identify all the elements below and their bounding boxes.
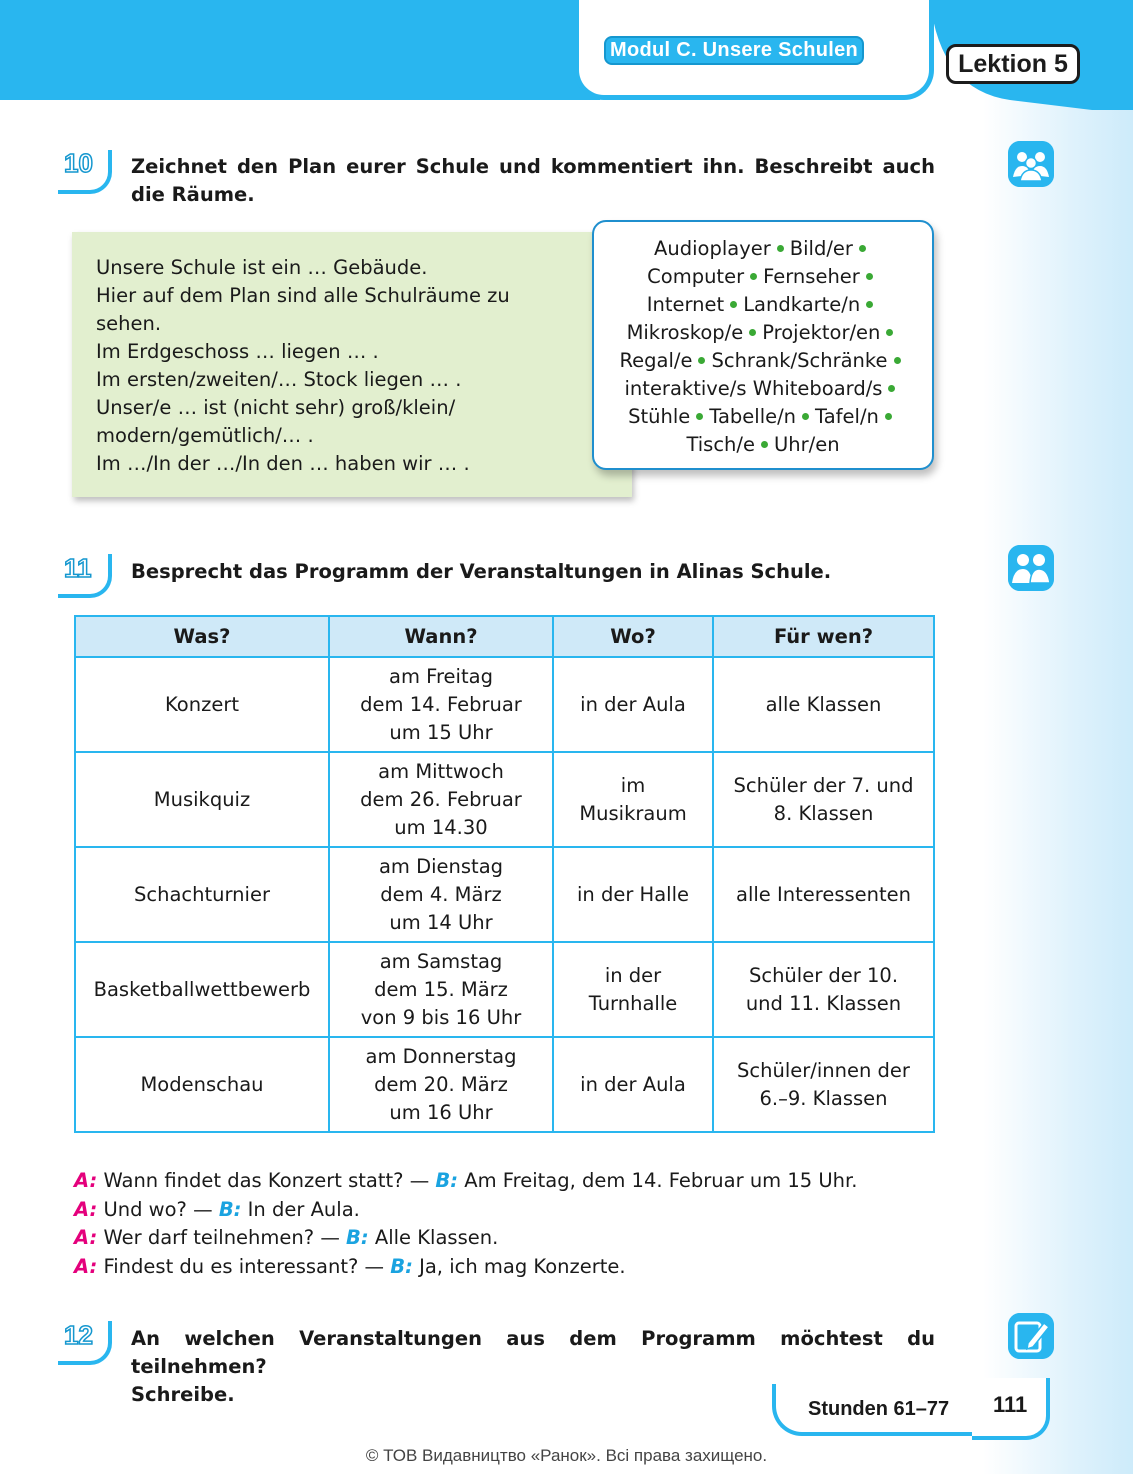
cell-fuer [713,657,934,752]
group-work-icon [1008,141,1054,187]
col-header-wann: Wann? [329,616,553,657]
cell-line: dem 4. März [380,882,502,906]
vocabulary-line [594,291,932,319]
speaker-b-label: B: [390,1254,413,1278]
cell-line: dem 20. März [374,1072,508,1096]
note-line: sehen. [96,312,162,335]
cell-line: Schüler der 10. [748,963,899,987]
cell-wann [329,752,553,847]
exercise-number-10: 10 [64,148,93,178]
bullet-dot [698,357,705,364]
cell-fuer [713,942,934,1037]
note-line: Unsere Schule ist ein … Gebäude. [96,256,428,279]
speaker-a-text: Findest du es interessant? — [97,1254,391,1278]
bullet-dot [750,273,757,280]
cell-line: dem 14. Februar [360,692,522,716]
note-line: Im ersten/zweiten/… Stock liegen … . [96,368,462,391]
cell-was: Basketballwettbewerb [75,942,329,1037]
dialog-line [74,1253,935,1282]
cell-line: Schüler/innen der [737,1058,910,1082]
table-row [75,1037,934,1132]
cell-line: um 14.30 [394,815,488,839]
speaker-a-label: A: [74,1197,98,1221]
cell-was: Schachturnier [75,847,329,942]
note-line: Im Erdgeschoss … liegen … . [96,340,379,363]
cell-fuer [713,752,934,847]
speaker-b-text: Alle Klassen. [368,1226,499,1249]
lektion-badge: Lektion 5 [946,44,1080,84]
cell-was: Musikquiz [75,752,329,847]
note-line: Im …/In der …/In den … haben wir … . [96,452,470,475]
cell-was: Modenschau [75,1037,329,1132]
cell-was: Konzert [75,657,329,752]
table-body [75,657,934,1132]
table-row [75,752,934,847]
vocabulary-word: Projektor/en [762,321,881,344]
vocabulary-word: Landkarte/n [743,293,861,316]
cell-line: am Freitag [389,664,493,688]
vocabulary-line [594,403,932,431]
events-table [74,615,935,1133]
speaker-b-text: Am Freitag, dem 14. Februar um 15 Uhr. [458,1169,858,1192]
cell-line: am Samstag [379,949,503,973]
cell-wo [553,657,713,752]
vocabulary-line [594,235,932,263]
table-row [75,657,934,752]
dialog-line [74,1167,935,1196]
modul-title [604,36,866,65]
cell-wann [329,847,553,942]
speaker-b-label: B: [435,1169,459,1192]
page-number: 111 [993,1392,1028,1417]
vocabulary-word: Tafel/n [815,405,879,428]
vocabulary-line [594,319,932,347]
cell-wo [553,752,713,847]
bullet-dot [859,245,866,252]
vocabulary-word: Schrank/Schränke [711,349,888,372]
cell-line: in der Aula [580,1072,686,1096]
col-header-was: Was? [75,616,329,657]
cell-line: Musikraum [579,801,687,825]
group-work-icon [1008,545,1054,591]
right-margin-strip [983,0,1133,1474]
cell-line: alle Klassen [765,692,882,716]
cell-line: dem 15. März [374,977,508,1001]
cell-line: am Mittwoch [378,759,504,783]
vocabulary-word: Tisch/e [686,433,755,456]
cell-fuer [713,847,934,942]
bullet-dot [802,413,809,420]
cell-wann [329,1037,553,1132]
exercise-10-task [131,153,935,209]
vocabulary-word: Mikroskop/e [626,321,744,344]
exercise-number-11: 11 [64,553,92,583]
task-line: Schreibe. [131,1383,235,1406]
cell-line: von 9 bis 16 Uhr [360,1005,522,1029]
speaker-a-text: Und wo? — [97,1197,219,1221]
vocabulary-word: interaktive/s Whiteboard/s [624,377,883,400]
bullet-dot [777,245,784,252]
vocabulary-line [594,375,932,403]
bullet-dot [761,441,768,448]
cell-line: 6.–9. Klassen [759,1086,888,1110]
cell-fuer [713,1037,934,1132]
vocabulary-word: Bild/er [789,237,853,260]
vocabulary-line [594,347,932,375]
col-header-fuer-wen: Für wen? [713,616,934,657]
vocabulary-box [592,220,934,470]
bullet-dot [730,301,737,308]
task-line: An welchen Veranstaltungen aus dem Programm möchtest du teilnehmen? [131,1327,935,1378]
cell-line: dem 26. Februar [360,787,522,811]
cell-line: im [620,773,646,797]
table-row [75,942,934,1037]
cell-line: am Dienstag [378,854,504,878]
bullet-dot [888,385,895,392]
note-line: modern/gemütlich/… . [96,424,314,447]
cell-wo [553,847,713,942]
table-header-row [75,616,934,657]
vocabulary-word: Audioplayer [654,237,771,260]
bullet-dot [886,329,893,336]
modul-title-text: Modul C. Unsere Schulen [604,36,864,65]
header-band [0,0,600,100]
pencil-write-icon [1008,1313,1054,1359]
dialog-line [74,1196,935,1225]
vocabulary-line [594,263,932,291]
cell-wo [553,1037,713,1132]
bullet-dot [866,301,873,308]
vocabulary-word: Uhr/en [773,433,840,456]
cell-line: Turnhalle [588,991,678,1015]
exercise-11-task: Besprecht das Programm der Veranstaltungen in Alinas Schule. [131,560,832,583]
task-line: Zeichnet den Plan eurer Schule und kommentiert ihn. Beschreibt auch [131,155,935,178]
cell-line: um 16 Uhr [389,1100,493,1124]
bullet-dot [749,329,756,336]
note-line: Unser/e … ist (nicht sehr) groß/klein/ [96,396,456,419]
vocabulary-word: Regal/e [619,349,693,372]
speaker-a-text: Wer darf teilnehmen? — [97,1226,347,1249]
vocabulary-word: Tabelle/n [709,405,797,428]
speaker-a-label: A: [74,1254,98,1278]
col-header-wo: Wo? [553,616,713,657]
vocabulary-word: Computer [647,265,745,288]
speaker-a-text: Wann findet das Konzert statt? — [97,1169,436,1192]
exercise-number-12: 12 [64,1320,93,1350]
vocabulary-word: Fernseher [763,265,860,288]
bullet-dot [866,273,873,280]
vocabulary-line [594,431,932,459]
sample-text-lines [96,254,551,478]
speaker-b-text: Ja, ich mag Konzerte. [412,1254,626,1278]
cell-wann [329,657,553,752]
table-row [75,847,934,942]
copyright-notice: © ТОВ Видавництво «Ранок». Всі права захищено. [365,1446,768,1465]
cell-line: in der Aula [580,692,686,716]
lesson-range: Stunden 61–77 [808,1398,950,1420]
cell-wann [329,942,553,1037]
cell-line: 8. Klassen [773,801,874,825]
sample-dialog [74,1167,935,1281]
speaker-b-label: B: [218,1197,242,1221]
cell-line: in der Halle [576,882,689,906]
note-line: Hier auf dem Plan sind alle Schulräume zu [96,284,510,307]
vocabulary-word: Internet [646,293,725,316]
cell-line: in der [604,963,662,987]
task-line: die Räume. [131,183,255,206]
bullet-dot [696,413,703,420]
cell-line: alle Interessenten [736,882,911,906]
cell-line: um 15 Uhr [389,720,493,744]
speaker-a-label: A: [74,1169,98,1192]
bullet-dot [894,357,901,364]
vocabulary-word: Stühle [628,405,691,428]
cell-wo [553,942,713,1037]
cell-line: um 14 Uhr [389,910,493,934]
dialog-line [74,1224,935,1253]
cell-line: Schüler der 7. und [733,773,914,797]
speaker-a-label: A: [74,1226,98,1249]
bullet-dot [885,413,892,420]
cell-line: am Donnerstag [365,1044,517,1068]
cell-line: und 11. Klassen [745,991,902,1015]
speaker-b-label: B: [346,1226,369,1249]
speaker-b-text: In der Aula. [241,1197,360,1221]
